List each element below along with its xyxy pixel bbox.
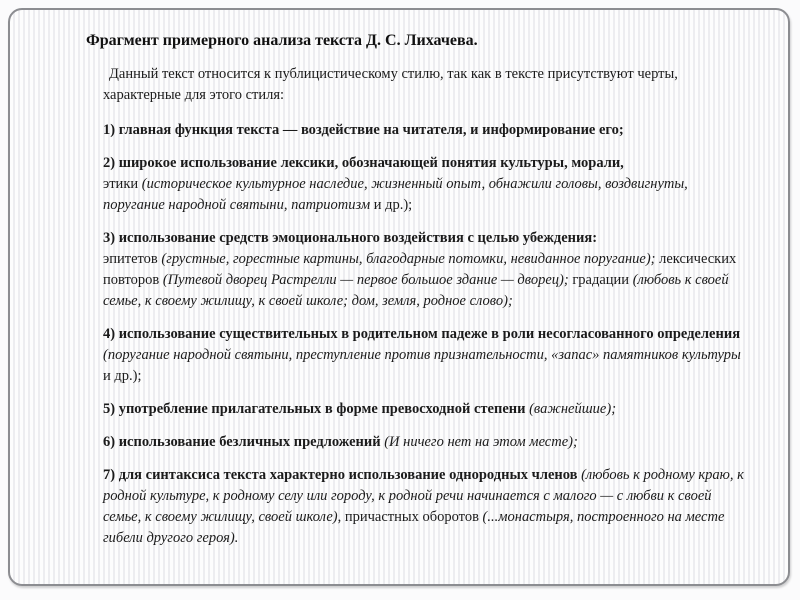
- text-run: 5) употребление прилагательных в форме превосходной степени: [103, 401, 530, 417]
- text-run: (грустные, горестные картины, благодарные потомки, невиданное поругание);: [161, 251, 656, 267]
- slide-frame: [8, 8, 790, 586]
- text-run: 6) использование безличных предложений: [103, 434, 385, 450]
- text-run: и др.);: [103, 368, 142, 384]
- text-run: (...монастыря, построенного на месте гибели другого героя).: [103, 509, 725, 546]
- text-run: лексических повторов: [103, 251, 737, 288]
- text-run: 7) для синтаксиса текста характерно использование однородных членов: [103, 467, 582, 483]
- text-run: и др.);: [373, 197, 413, 213]
- text-run: (любовь к родному краю, к родной культуре, к родному селу или городу, к родной речи начинается с малого — с любви к своей семье, к своему жилищу, своей школе): [103, 467, 744, 525]
- text-run: , причастных оборотов: [337, 509, 483, 525]
- text-run: (важнейшие);: [529, 401, 617, 417]
- analysis-item-5: [103, 399, 748, 420]
- slide-body: [103, 64, 748, 549]
- text-run: градации: [568, 272, 633, 288]
- text-run: 3) использование средств эмоционального воздействия с целью убеждения:: [103, 230, 598, 246]
- intro-paragraph: Данный текст относится к публицистическому стилю, так как в тексте присутствуют черты, характерные для этого стиля:: [103, 66, 678, 103]
- text-run: 1) главная функция текста — воздействие на читателя, и информирование его;: [103, 122, 624, 138]
- slide-title: Фрагмент примерного анализа текста Д. С. Лихачева.: [86, 32, 478, 49]
- text-run: (Путевой дворец Растрелли — первое большое здание — дворец);: [162, 272, 569, 288]
- text-run: (историческое культурное наследие, жизненный опыт, обнажили головы, воздвигнуты, поругание народной святыни, патриотизм: [103, 176, 688, 213]
- analysis-item-2: [103, 153, 748, 216]
- analysis-item-7: [103, 465, 748, 549]
- analysis-item-6: [103, 432, 748, 453]
- text-run: (поругание народной святыни, преступление против признательности, «запас» памятников культуры: [103, 347, 741, 363]
- analysis-item-4: [103, 324, 748, 387]
- analysis-item-1: [103, 120, 748, 141]
- text-run: этики: [103, 176, 142, 192]
- text-run: 4) использование существительных в родительном падеже в роли несогласованного определения: [103, 326, 741, 342]
- text-run: (любовь к своей семье, к своему жилищу, к своей школе; дом, земля, родное слово);: [103, 272, 729, 309]
- text-run: 2) широкое использование лексики, обозначающей понятия культуры, морали,: [103, 155, 624, 171]
- text-run: эпитетов: [103, 251, 162, 267]
- analysis-item-3: [103, 228, 748, 312]
- text-run: (И ничего нет на этом месте);: [384, 434, 578, 450]
